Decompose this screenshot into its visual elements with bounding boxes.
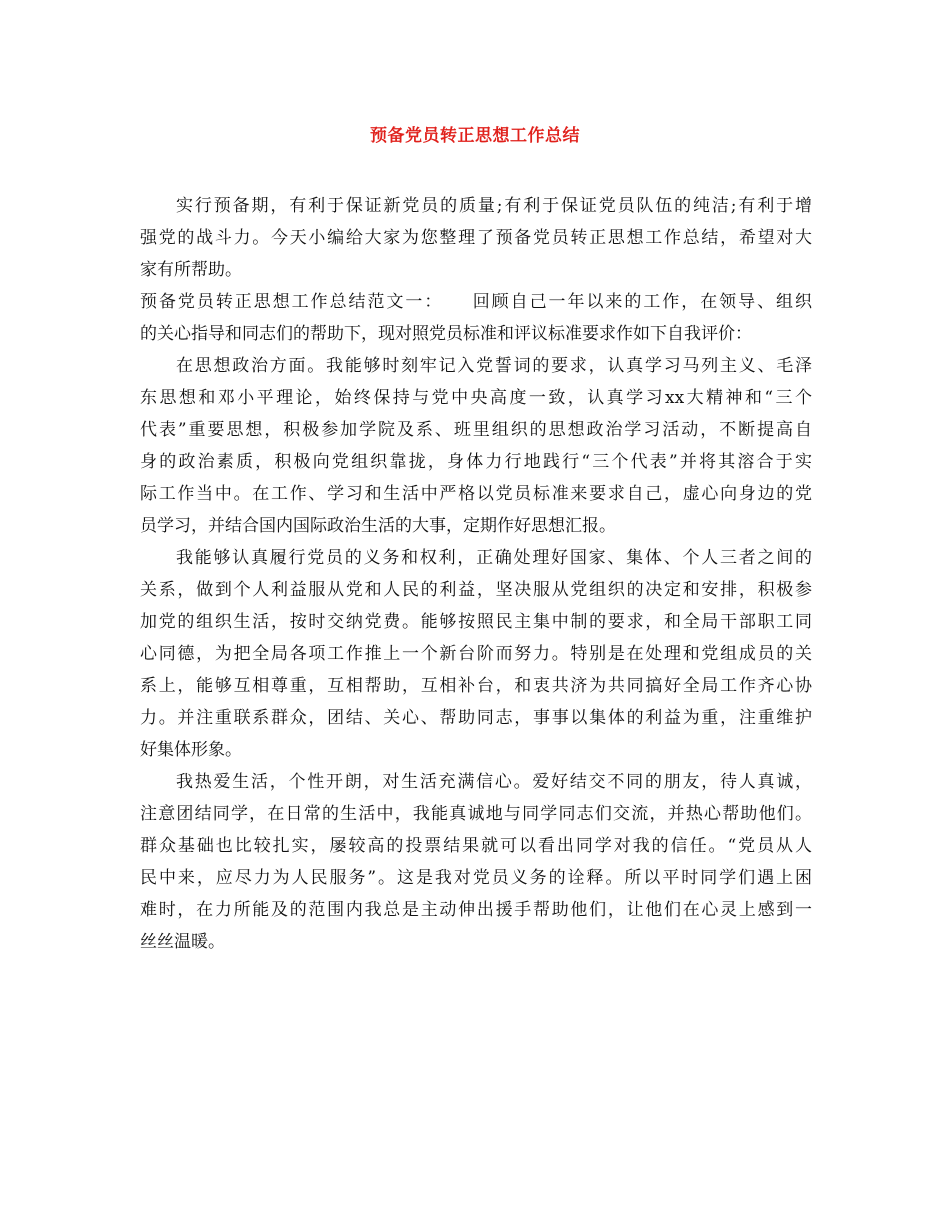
text-line: 员学习，并结合国内国际政治生活的大事，定期作好思想汇报。 bbox=[140, 516, 616, 536]
document-body bbox=[140, 190, 812, 958]
paragraph-political-thought bbox=[140, 350, 812, 542]
text-line: 实行预备期，有利于保证新党员的质量;有利于保证党员队伍的纯洁;有利于增 bbox=[176, 196, 812, 216]
text-line: 丝丝温暖。 bbox=[140, 932, 225, 952]
text-line: 我热爱生活，个性开朗，对生活充满信心。爱好结交不同的朋友，待人真诚， bbox=[176, 772, 812, 792]
text-line: 注意团结同学，在日常的生活中，我能真诚地与同学同志们交流，并热心帮助他们。 bbox=[140, 804, 812, 824]
text-line: 东思想和邓小平理论，始终保持与党中央高度一致，认真学习xx大精神和“三个 bbox=[140, 388, 812, 408]
text-line: 我能够认真履行党员的义务和权利，正确处理好国家、集体、个人三者之间的 bbox=[176, 548, 812, 568]
text-line: 的关心指导和同志们的帮助下，现对照党员标准和评议标准要求作如下自我评价： bbox=[140, 324, 752, 344]
text-line: 代表”重要思想，积极参加学院及系、班里组织的思想政治学习活动，不断提高自 bbox=[140, 420, 812, 440]
text-line: 好集体形象。 bbox=[140, 740, 242, 760]
text-line: 强党的战斗力。今天小编给大家为您整理了预备党员转正思想工作总结，希望对大 bbox=[140, 228, 812, 248]
text-line: 在思想政治方面。我能够时刻牢记入党誓词的要求，认真学习马列主义、毛泽 bbox=[176, 356, 812, 376]
text-line: 力。并注重联系群众，团结、关心、帮助同志，事事以集体的利益为重，注重维护 bbox=[140, 708, 812, 728]
document-title: 预备党员转正思想工作总结 bbox=[370, 126, 580, 146]
text-line: 难时，在力所能及的范围内我总是主动伸出援手帮助他们，让他们在心灵上感到一 bbox=[140, 900, 812, 920]
paragraph-intro bbox=[140, 190, 812, 286]
text-line: 际工作当中。在工作、学习和生活中严格以党员标准来要求自己，虚心向身边的党 bbox=[140, 484, 812, 504]
text-line: 关系，做到个人利益服从党和人民的利益，坚决服从党组织的决定和安排，积极参 bbox=[140, 580, 812, 600]
text-line: 民中来，应尽力为人民服务”。这是我对党员义务的诠释。所以平时同学们遇上困 bbox=[140, 868, 812, 888]
text-line: 身的政治素质，积极向党组织靠拢，身体力行地践行“三个代表”并将其溶合于实 bbox=[140, 452, 812, 472]
text-line: 群众基础也比较扎实，屡较高的投票结果就可以看出同学对我的信任。“党员从人 bbox=[140, 836, 812, 856]
paragraph-sample-heading bbox=[140, 286, 812, 350]
paragraph-duties-rights bbox=[140, 542, 812, 766]
text-line: 心同德，为把全局各项工作推上一个新台阶而努力。特别是在处理和党组成员的关 bbox=[140, 644, 812, 664]
text-line: 家有所帮助。 bbox=[140, 260, 242, 280]
text-line: 系上，能够互相尊重，互相帮助，互相补台，和衷共济为共同搞好全局工作齐心协 bbox=[140, 676, 812, 696]
paragraph-personal-life bbox=[140, 766, 812, 958]
text-line: 预备党员转正思想工作总结范文一： 回顾自己一年以来的工作，在领导、组织 bbox=[140, 292, 812, 312]
text-line: 加党的组织生活，按时交纳党费。能够按照民主集中制的要求，和全局干部职工同 bbox=[140, 612, 812, 632]
